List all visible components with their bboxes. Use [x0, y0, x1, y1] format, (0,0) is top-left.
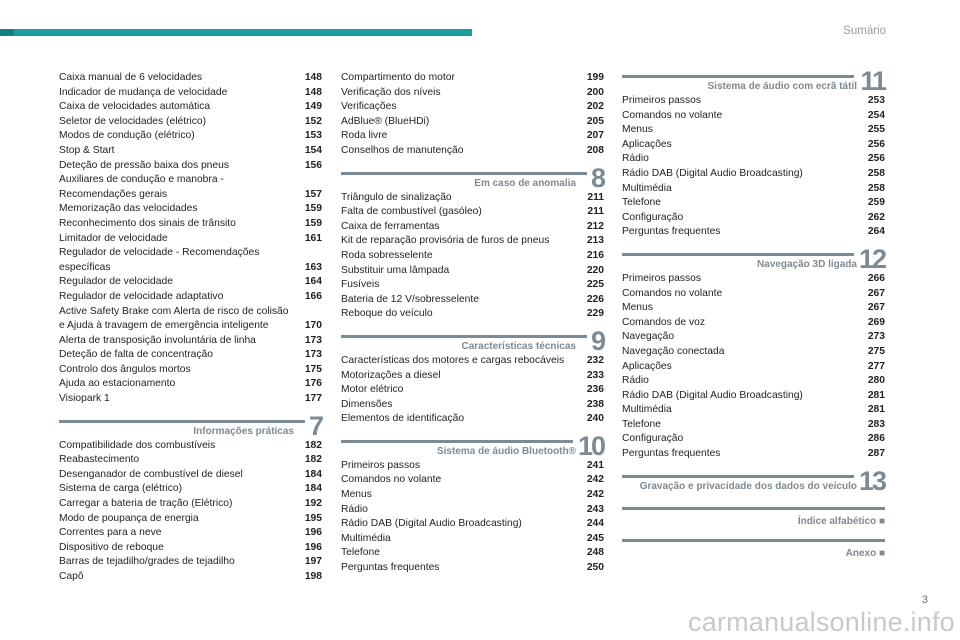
toc-entry-page: 250: [586, 562, 604, 574]
toc-entry[interactable]: [341, 115, 604, 130]
toc-entry-page: 241: [586, 459, 604, 471]
chapter-rule: [59, 420, 305, 423]
toc-entry-title: Aplicações: [622, 360, 672, 372]
toc-entry-page: 256: [867, 153, 885, 165]
toc-entry[interactable]: [341, 383, 604, 398]
toc-entry-page: 258: [867, 182, 885, 194]
index-heading-title: Índice alfabético ■: [797, 515, 885, 527]
toc-entry-title: Primeiros passos: [622, 95, 701, 106]
toc-entry[interactable]: [341, 293, 604, 308]
chapter-rule: [622, 507, 885, 510]
toc-entry-page: 233: [586, 369, 604, 381]
toc-entry-page: 156: [304, 159, 322, 171]
chapter-heading[interactable]: [59, 410, 322, 441]
toc-entry-title: Perguntas frequentes: [341, 562, 440, 574]
toc-entry-page: 166: [304, 290, 322, 302]
toc-entry-title: Telefone: [341, 547, 380, 559]
toc-entry-title: Reabastecimento: [59, 454, 140, 466]
toc-entry-page: 242: [586, 489, 604, 501]
toc-entry[interactable]: [341, 561, 604, 576]
toc-entry-title: Sistema de carga (elétrico): [59, 483, 183, 495]
annex-heading[interactable]: [622, 535, 885, 557]
toc-entry[interactable]: [622, 123, 885, 138]
chapter-title: Sistema de áudio Bluetooth®: [436, 445, 576, 457]
toc-entry-title: Ajuda ao estacionamento: [59, 378, 176, 390]
toc-entry-page: 173: [304, 334, 322, 346]
toc-entry-title: Motor elétrico: [341, 384, 404, 396]
toc-entry-page: 255: [867, 124, 885, 136]
toc-entry-title: Compartimento do motor: [341, 72, 455, 83]
toc-column-2: [341, 71, 604, 576]
toc-entry[interactable]: [622, 287, 885, 302]
toc-entry-page: 212: [586, 220, 604, 232]
chapter-rule: [622, 539, 885, 542]
toc-entry-page: 248: [586, 547, 604, 559]
toc-entry[interactable]: [59, 363, 322, 378]
toc-entry-title: Verificação dos níveis: [341, 86, 441, 98]
toc-entry[interactable]: [59, 217, 322, 232]
toc-entry-title: Telefone: [622, 197, 661, 209]
toc-entry-page: 197: [304, 556, 322, 568]
toc-entry-title: Carregar a bateria de tração (Elétrico): [59, 498, 233, 510]
toc-entry-page: 216: [586, 249, 604, 261]
toc-entry[interactable]: [622, 152, 885, 167]
toc-entry-title: Capô: [59, 571, 84, 582]
toc-entry-title: Multimédia: [622, 404, 672, 416]
toc-entry-title: Regulador de velocidade - Recomendações específicas: [59, 247, 260, 273]
toc-entry[interactable]: [341, 100, 604, 115]
toc-entry-page: 254: [867, 109, 885, 121]
toc-entry-page: 173: [304, 349, 322, 361]
toc-entry-title: Rádio DAB (Digital Audio Broadcasting): [341, 518, 522, 530]
toc-entry[interactable]: [622, 403, 885, 418]
toc-entry-title: Stop & Start: [59, 144, 115, 156]
toc-entry-title: Dispositivo de reboque: [59, 541, 164, 553]
toc-entry-page: 205: [586, 115, 604, 127]
toc-entry-title: Primeiros passos: [622, 272, 701, 284]
toc-entry-page: 236: [586, 384, 604, 396]
toc-entry-page: 163: [304, 261, 322, 273]
toc-entry-title: Desenganador de combustível de diesel: [59, 468, 243, 480]
toc-entry[interactable]: [59, 129, 322, 144]
toc-entry-page: 184: [304, 483, 322, 495]
toc-entry-page: 159: [304, 217, 322, 229]
toc-entry[interactable]: [622, 418, 885, 433]
toc-entry-page: 153: [304, 130, 322, 142]
chapter-number: 8: [590, 162, 604, 193]
toc-entry[interactable]: [59, 275, 322, 290]
toc-entry-page: 182: [304, 439, 322, 451]
toc-entry-page: 161: [304, 232, 322, 244]
toc-entry-title: Deteção de falta de concentração: [59, 349, 213, 361]
toc-entry-page: 176: [304, 378, 322, 390]
toc-entry-title: Motorizações a diesel: [341, 369, 441, 381]
chapter-title: Em caso de anomalia: [474, 177, 576, 189]
toc-entry-title: Menus: [341, 489, 372, 501]
toc-entry[interactable]: [341, 488, 604, 503]
toc-entry-page: 259: [867, 197, 885, 209]
toc-entry-page: 240: [586, 413, 604, 425]
toc-entry-title: Dimensões: [341, 398, 393, 410]
toc-entry-page: 242: [586, 474, 604, 486]
toc-entry-page: 202: [586, 101, 604, 113]
toc-entry[interactable]: [622, 196, 885, 211]
toc-entry[interactable]: [59, 392, 322, 407]
toc-entry-page: 170: [304, 320, 322, 332]
toc-entry-title: Bateria de 12 V/sobresselente: [341, 293, 479, 305]
chapter-title: Navegação 3D ligada: [756, 258, 857, 270]
toc-entry[interactable]: [59, 159, 322, 174]
header-accent-bar: [0, 29, 472, 36]
toc-entry-title: Correntes para a neve: [59, 527, 162, 539]
toc-entry-title: Primeiros passos: [341, 459, 420, 471]
toc-entry[interactable]: [59, 305, 322, 334]
toc-entry-page: 154: [304, 144, 322, 156]
toc-entry[interactable]: [341, 369, 604, 384]
toc-entry-title: Navegação conectada: [622, 345, 725, 357]
toc-entry[interactable]: [59, 86, 322, 101]
chapter-heading[interactable]: [622, 243, 885, 274]
header-accent-cap: [0, 29, 14, 36]
toc-entry[interactable]: [59, 497, 322, 512]
toc-entry-page: 200: [586, 86, 604, 98]
toc-entry-title: Configuração: [622, 211, 684, 223]
chapter-number: 10: [577, 430, 604, 461]
toc-entry[interactable]: [341, 129, 604, 144]
chapter-rule: [622, 75, 854, 78]
toc-entry-page: 280: [867, 375, 885, 387]
toc-entry[interactable]: [622, 94, 885, 109]
toc-entry-title: Compatibilidade dos combustíveis: [59, 439, 216, 451]
toc-entry-page: 238: [586, 398, 604, 410]
toc-entry-page: 213: [586, 235, 604, 247]
toc-entry-page: 287: [867, 448, 885, 460]
chapter-rule: [622, 475, 854, 478]
toc-entry-page: 275: [867, 345, 885, 357]
toc-entry-page: 207: [586, 130, 604, 142]
toc-entry-page: 277: [867, 360, 885, 372]
toc-entry-page: 159: [304, 203, 322, 215]
toc-entry-page: 273: [867, 331, 885, 343]
toc-entry-page: 262: [867, 211, 885, 223]
toc-column-3: [622, 66, 885, 559]
toc-entry-title: Telefone: [622, 418, 661, 430]
toc-entry-title: Controlo dos ângulos mortos: [59, 363, 191, 375]
toc-entry-title: Fusíveis: [341, 279, 380, 291]
toc-entry[interactable]: [341, 354, 604, 369]
chapter-title: Informações práticas: [193, 425, 294, 437]
toc-entry[interactable]: [341, 278, 604, 293]
chapter-number: 11: [860, 66, 885, 96]
toc-entry[interactable]: [622, 432, 885, 447]
toc-entry-page: 196: [304, 527, 322, 539]
toc-entry-title: Elementos de identificação: [341, 413, 465, 425]
toc-entry[interactable]: [622, 360, 885, 375]
toc-entry[interactable]: [341, 546, 604, 561]
toc-entry-page: 149: [304, 101, 322, 113]
toc-entry-page: 211: [587, 191, 604, 203]
toc-entry[interactable]: [622, 447, 885, 462]
toc-entry-page: 198: [304, 571, 322, 582]
toc-entry-title: Características dos motores e cargas rebocáveis: [341, 354, 565, 366]
toc-entry-page: 192: [304, 498, 322, 510]
toc-entry[interactable]: [341, 86, 604, 101]
toc-entry-page: 148: [304, 72, 322, 83]
toc-entry-page: 220: [586, 264, 604, 276]
toc-entry[interactable]: [341, 264, 604, 279]
toc-entry-title: Roda sobresselente: [341, 249, 433, 261]
chapter-title: Gravação e privacidade dos dados do veículo: [639, 480, 857, 492]
toc-entry-title: Rádio DAB (Digital Audio Broadcasting): [622, 389, 803, 401]
toc-entry[interactable]: [59, 232, 322, 247]
toc-entry-page: 211: [587, 206, 604, 218]
toc-entry-title: Falta de combustível (gasóleo): [341, 206, 482, 218]
toc-entry-page: 258: [867, 167, 885, 179]
toc-entry-page: 245: [586, 532, 604, 544]
toc-entry[interactable]: [622, 109, 885, 124]
toc-entry[interactable]: [622, 374, 885, 389]
toc-entry-title: Caixa de ferramentas: [341, 220, 440, 232]
toc-entry-title: Memorização das velocidades: [59, 203, 198, 215]
chapter-rule: [341, 172, 587, 175]
chapter-title: Características técnicas: [461, 340, 576, 352]
toc-entry-title: Comandos no volante: [341, 474, 442, 486]
toc-entry-page: 283: [867, 418, 885, 430]
toc-entry[interactable]: [341, 249, 604, 264]
toc-entry-title: Verificações: [341, 101, 397, 113]
toc-entry[interactable]: [341, 191, 604, 206]
toc-entry-title: Menus: [622, 302, 653, 314]
toc-entry-title: Multimédia: [341, 532, 391, 544]
toc-entry[interactable]: [341, 71, 604, 86]
toc-entry-title: Regulador de velocidade adaptativo: [59, 290, 224, 302]
toc-entry[interactable]: [341, 144, 604, 159]
toc-entry[interactable]: [622, 182, 885, 197]
toc-entry-page: 182: [304, 454, 322, 466]
toc-entry[interactable]: [59, 482, 322, 497]
toc-entry-title: Regulador de velocidade: [59, 276, 173, 288]
toc-entry-page: 196: [304, 541, 322, 553]
toc-entry-title: Caixa de velocidades automática: [59, 101, 211, 113]
toc-entry[interactable]: [341, 398, 604, 413]
toc-entry[interactable]: [341, 412, 604, 427]
toc-entry[interactable]: [59, 468, 322, 483]
toc-entry-title: Roda livre: [341, 130, 388, 142]
toc-entry[interactable]: [59, 334, 322, 349]
toc-entry[interactable]: [59, 71, 322, 86]
toc-entry-title: Menus: [622, 124, 653, 136]
chapter-heading[interactable]: [341, 430, 604, 461]
toc-entry[interactable]: [59, 202, 322, 217]
toc-entry-title: Visiopark 1: [59, 393, 110, 405]
toc-entry-page: 266: [867, 272, 885, 284]
toc-entry-title: Multimédia: [622, 182, 672, 194]
toc-entry-page: 264: [867, 226, 885, 238]
toc-entry[interactable]: [341, 220, 604, 235]
toc-entry[interactable]: [59, 439, 322, 454]
toc-entry-title: Barras de tejadilho/grades de tejadilho: [59, 556, 235, 568]
toc-entry-page: 281: [867, 389, 885, 401]
toc-entry[interactable]: [622, 167, 885, 182]
toc-entry[interactable]: [622, 225, 885, 240]
chapter-heading[interactable]: [341, 162, 604, 193]
toc-entry[interactable]: [59, 526, 322, 541]
toc-entry-page: 195: [304, 512, 322, 524]
toc-entry-title: Comandos no volante: [622, 287, 723, 299]
chapter-heading[interactable]: [622, 66, 885, 96]
chapter-number: 13: [858, 465, 885, 496]
toc-entry-title: Active Safety Brake com Alerta de risco de colisão e Ajuda à travagem de emergência inteligente: [59, 305, 289, 332]
toc-entry-title: Reconhecimento dos sinais de trânsito: [59, 217, 236, 229]
toc-entry-title: Indicador de mudança de velocidade: [59, 86, 228, 98]
chapter-rule: [341, 440, 573, 443]
toc-entry-title: Rádio: [622, 153, 649, 165]
toc-entry-page: 267: [867, 287, 885, 299]
toc-entry-title: Modos de condução (elétrico): [59, 130, 195, 142]
toc-entry[interactable]: [59, 246, 322, 275]
toc-entry-page: 267: [867, 302, 885, 314]
toc-entry-page: 232: [586, 354, 604, 366]
chapter-title: Sistema de áudio com ecrã tátil: [707, 81, 857, 92]
toc-entry-title: Rádio: [622, 375, 649, 387]
toc-entry-page: 148: [304, 86, 322, 98]
toc-entry[interactable]: [341, 459, 604, 474]
chapter-number: 9: [590, 325, 604, 356]
toc-entry[interactable]: [622, 211, 885, 226]
toc-entry-page: 164: [304, 276, 322, 288]
chapter-heading[interactable]: [622, 465, 885, 496]
chapter-rule: [622, 253, 854, 256]
toc-entry[interactable]: [622, 301, 885, 316]
index-heading[interactable]: [622, 503, 885, 525]
toc-entry[interactable]: [341, 307, 604, 322]
annex-heading-title: Anexo ■: [845, 547, 885, 559]
toc-entry-title: Alerta de transposição involuntária de linha: [59, 334, 256, 346]
toc-entry-title: Kit de reparação provisória de furos de pneus: [341, 235, 550, 247]
toc-entry-title: AdBlue® (BlueHDi): [341, 115, 430, 127]
toc-entry[interactable]: [59, 512, 322, 527]
toc-entry-title: Auxiliares de condução e manobra - Recomendações gerais: [59, 174, 224, 200]
toc-entry-title: Triângulo de sinalização: [341, 191, 452, 203]
toc-entry[interactable]: [59, 541, 322, 556]
toc-entry-page: 225: [586, 279, 604, 291]
toc-entry-page: 253: [867, 95, 885, 106]
toc-entry-title: Comandos de voz: [622, 316, 705, 328]
toc-entry-title: Modo de poupança de energia: [59, 512, 199, 524]
toc-entry-title: Conselhos de manutenção: [341, 144, 464, 156]
toc-entry-title: Comandos no volante: [622, 109, 723, 121]
toc-entry-title: Aplicações: [622, 138, 672, 150]
toc-entry[interactable]: [59, 144, 322, 159]
toc-entry-title: Deteção de pressão baixa dos pneus: [59, 159, 230, 171]
toc-entry[interactable]: [59, 173, 322, 202]
toc-entry[interactable]: [59, 555, 322, 570]
chapter-number: 7: [308, 410, 322, 441]
page-header-title: Sumário: [843, 25, 886, 37]
toc-entry[interactable]: [59, 115, 322, 130]
toc-entry-page: 199: [586, 72, 604, 83]
toc-entry-page: 243: [586, 503, 604, 515]
toc-entry-page: 256: [867, 138, 885, 150]
toc-entry[interactable]: [59, 290, 322, 305]
chapter-heading[interactable]: [341, 325, 604, 356]
toc-entry[interactable]: [59, 348, 322, 363]
toc-entry[interactable]: [341, 503, 604, 518]
watermark: carmanualsonline.info: [688, 607, 955, 637]
toc-entry-title: Perguntas frequentes: [622, 448, 721, 460]
toc-entry-title: Navegação: [622, 331, 675, 343]
toc-entry[interactable]: [622, 138, 885, 153]
page-number: 3: [921, 594, 928, 606]
toc-entry-page: 281: [867, 404, 885, 416]
toc-entry[interactable]: [59, 100, 322, 115]
toc-entry[interactable]: [622, 272, 885, 287]
toc-entry-title: Reboque do veículo: [341, 308, 433, 320]
toc-entry-page: 157: [304, 188, 322, 200]
toc-entry-page: 152: [304, 115, 322, 127]
toc-column-1: [59, 71, 322, 585]
toc-entry-title: Perguntas frequentes: [622, 226, 721, 238]
toc-entry[interactable]: [622, 389, 885, 404]
toc-entry[interactable]: [341, 473, 604, 488]
toc-entry[interactable]: [341, 532, 604, 547]
toc-entry-page: 269: [867, 316, 885, 328]
toc-entry[interactable]: [59, 453, 322, 468]
toc-entry-title: Seletor de velocidades (elétrico): [59, 115, 207, 127]
toc-entry-page: 184: [304, 468, 322, 480]
toc-entry-title: Limitador de velocidade: [59, 232, 168, 244]
toc-entry[interactable]: [622, 330, 885, 345]
toc-entry[interactable]: [59, 570, 322, 585]
chapter-number: 12: [858, 243, 885, 274]
toc-entry[interactable]: [341, 234, 604, 249]
toc-entry-title: Caixa manual de 6 velocidades: [59, 72, 203, 83]
toc-entry-title: Rádio: [341, 503, 368, 515]
toc-entry-title: Substituir uma lâmpada: [341, 264, 450, 276]
toc-entry-page: 226: [586, 293, 604, 305]
toc-entry[interactable]: [341, 205, 604, 220]
toc-entry-page: 177: [304, 393, 322, 405]
toc-entry-page: 208: [586, 144, 604, 156]
toc-entry-page: 286: [867, 433, 885, 445]
toc-entry-page: 229: [586, 308, 604, 320]
toc-entry-page: 244: [586, 518, 604, 530]
chapter-rule: [341, 335, 587, 338]
toc-entry-title: Rádio DAB (Digital Audio Broadcasting): [622, 167, 803, 179]
toc-entry[interactable]: [59, 377, 322, 392]
toc-entry[interactable]: [622, 345, 885, 360]
toc-entry[interactable]: [341, 517, 604, 532]
toc-entry[interactable]: [622, 316, 885, 331]
toc-entry-page: 175: [304, 363, 322, 375]
toc-entry-title: Configuração: [622, 433, 684, 445]
